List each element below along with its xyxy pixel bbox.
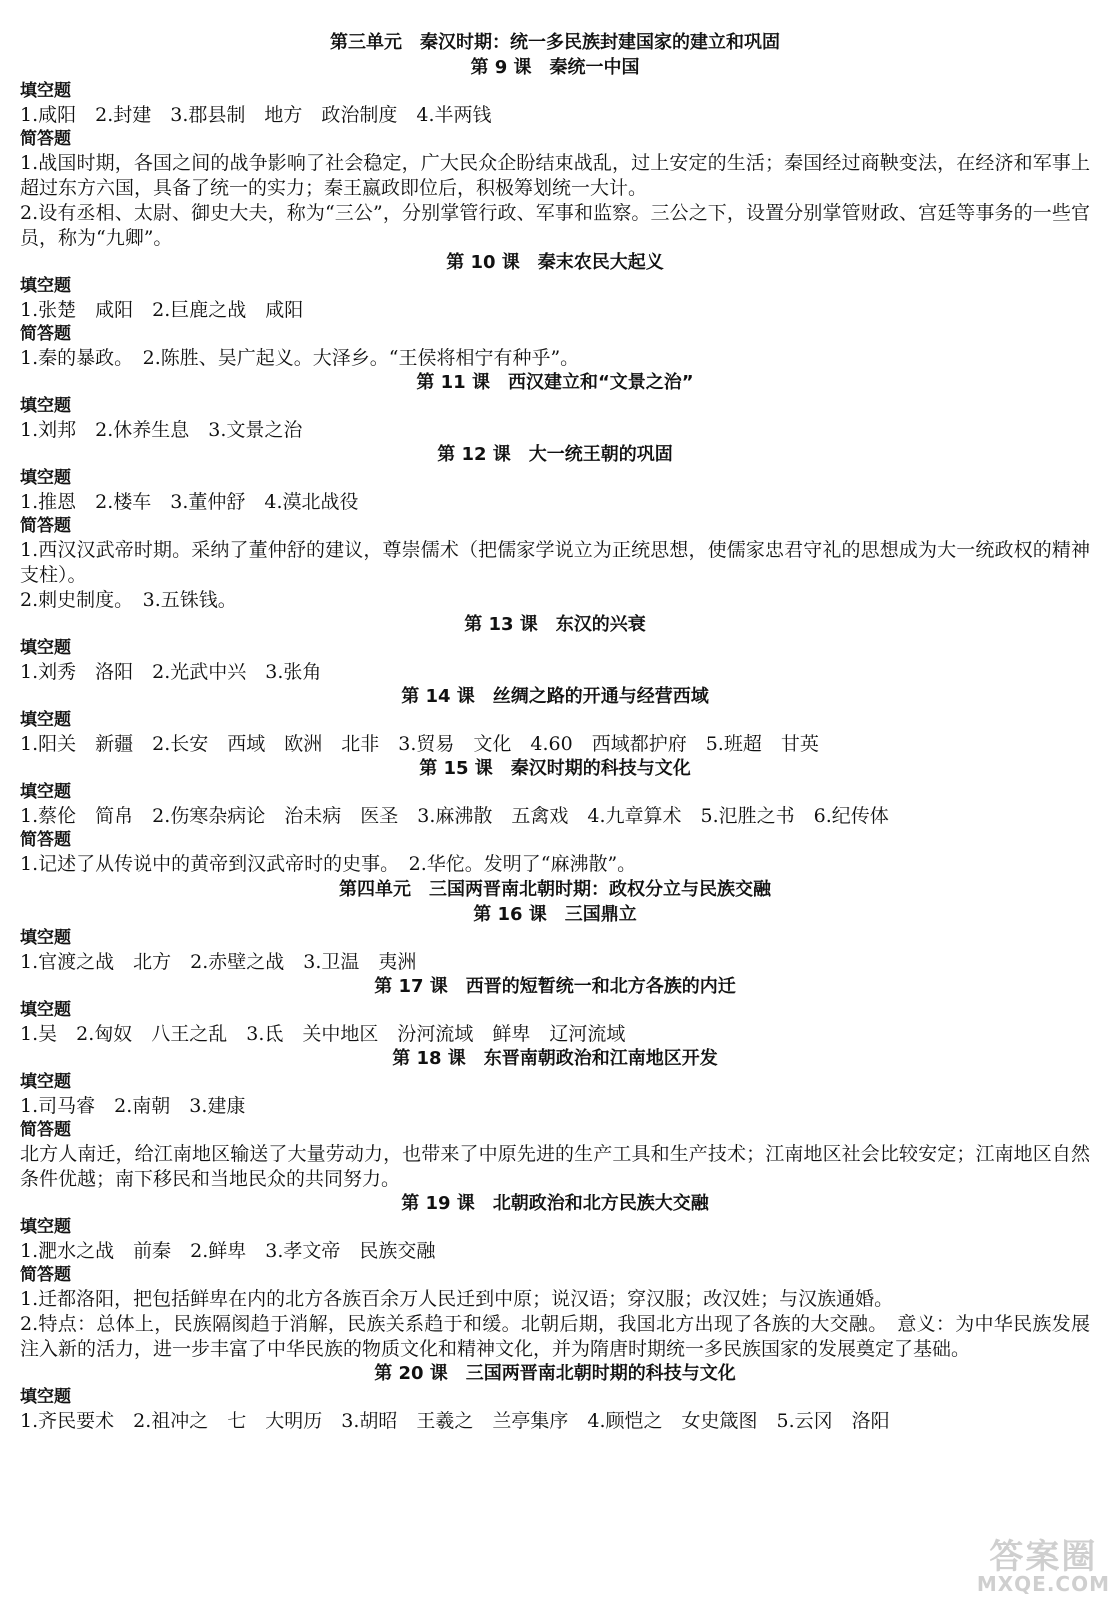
fill-label: 填空题 <box>20 928 71 948</box>
fill-label: 填空题 <box>20 81 71 101</box>
fill-answers: 1.司马睿 2.南朝 3.建康 <box>20 1095 246 1117</box>
short-answer-label: 简答题 <box>20 1120 71 1140</box>
short-answer: 2.设有丞相、太尉、御史大夫，称为“三公”，分别掌管行政、军事和监察。三公之下，设置分别掌管财政、宫廷等事务的一些官员，称为“九卿”。 <box>20 202 1090 249</box>
unit4-title: 第四单元 三国两晋南北朝时期：政权分立与民族交融 <box>339 879 771 900</box>
lesson12-title: 第 12 课 大一统王朝的巩固 <box>437 444 673 465</box>
short-answer: 2.特点：总体上，民族隔阂趋于消解，民族关系趋于和缓。北朝后期，我国北方出现了各族的大交融。 意义：为中华民族发展注入新的活力，进一步丰富了中华民族的物质文化和精神文化，并为隋唐时期统一多民族国家的发展奠定了基础。 <box>20 1313 1090 1360</box>
fill-answers: 1.齐民要术 2.祖冲之 七 大明历 3.胡昭 王羲之 兰亭集序 4.顾恺之 女史箴图 5.云冈 洛阳 <box>20 1410 890 1432</box>
unit3-title: 第三单元 秦汉时期：统一多民族封建国家的建立和巩固 <box>330 32 780 53</box>
fill-label: 填空题 <box>20 1072 71 1092</box>
short-answer: 北方人南迁，给江南地区输送了大量劳动力，也带来了中原先进的生产工具和生产技术；江南地区社会比较安定；江南地区自然条件优越；南下移民和当地民众的共同努力。 <box>20 1143 1090 1190</box>
lesson11-title: 第 11 课 西汉建立和“文景之治” <box>416 372 694 393</box>
short-answer-label: 简答题 <box>20 516 71 536</box>
short-answer-label: 简答题 <box>20 1265 71 1285</box>
fill-label: 填空题 <box>20 1217 71 1237</box>
watermark-logo <box>976 1537 1110 1596</box>
lesson13-title: 第 13 课 东汉的兴衰 <box>464 614 646 635</box>
fill-answers: 1.官渡之战 北方 2.赤壁之战 3.卫温 夷洲 <box>20 951 417 973</box>
short-answer: 1.秦的暴政。 2.陈胜、吴广起义。大泽乡。“王侯将相宁有种乎”。 <box>20 347 580 369</box>
short-answer: 1.西汉汉武帝时期。采纳了董仲舒的建议，尊崇儒术（把儒家学说立为正统思想，使儒家忠君守礼的思想成为大一统政权的精神支柱）。 <box>20 539 1090 586</box>
short-answer: 1.迁都洛阳，把包括鲜卑在内的北方各族百余万人民迁到中原；说汉语；穿汉服；改汉姓；与汉族通婚。 <box>20 1288 894 1310</box>
fill-answers: 1.张楚 咸阳 2.巨鹿之战 咸阳 <box>20 299 304 321</box>
short-answer-label: 简答题 <box>20 324 71 344</box>
fill-answers: 1.淝水之战 前秦 2.鲜卑 3.孝文帝 民族交融 <box>20 1240 436 1262</box>
fill-answers: 1.刘邦 2.休养生息 3.文景之治 <box>20 419 303 441</box>
fill-answers: 1.蔡伦 简帛 2.伤寒杂病论 治未病 医圣 3.麻沸散 五禽戏 4.九章算术 5.氾胜之书 6.纪传体 <box>20 805 889 827</box>
fill-label: 填空题 <box>20 396 71 416</box>
answer-page <box>20 30 1090 1434</box>
fill-label: 填空题 <box>20 468 71 488</box>
fill-answers: 1.刘秀 洛阳 2.光武中兴 3.张角 <box>20 661 322 683</box>
short-answer: 2.刺史制度。 3.五铢钱。 <box>20 589 237 611</box>
watermark-top: 答案圈 <box>989 1537 1098 1577</box>
lesson9-title: 第 9 课 秦统一中国 <box>470 57 640 78</box>
fill-label: 填空题 <box>20 1387 71 1407</box>
short-answer-label: 简答题 <box>20 129 71 149</box>
fill-answers: 1.推恩 2.楼车 3.董仲舒 4.漠北战役 <box>20 491 359 513</box>
fill-label: 填空题 <box>20 710 71 730</box>
fill-label: 填空题 <box>20 782 71 802</box>
short-answer: 1.战国时期，各国之间的战争影响了社会稳定，广大民众企盼结束战乱，过上安定的生活；秦国经过商鞅变法，在经济和军事上超过东方六国，具备了统一的实力；秦王嬴政即位后，积极筹划统一大计。 <box>20 152 1090 199</box>
short-answer-label: 简答题 <box>20 830 71 850</box>
lesson20-title: 第 20 课 三国两晋南北朝时期的科技与文化 <box>374 1363 736 1384</box>
fill-label: 填空题 <box>20 638 71 658</box>
lesson18-title: 第 18 课 东晋南朝政治和江南地区开发 <box>392 1048 718 1069</box>
lesson16-title: 第 16 课 三国鼎立 <box>473 904 637 925</box>
short-answer: 1.记述了从传说中的黄帝到汉武帝时的史事。 2.华佗。发明了“麻沸散”。 <box>20 853 637 875</box>
lesson19-title: 第 19 课 北朝政治和北方民族大交融 <box>401 1193 709 1214</box>
fill-answers: 1.阳关 新疆 2.长安 西域 欧洲 北非 3.贸易 文化 4.60 西域都护府 5.班超 甘英 <box>20 733 819 755</box>
lesson10-title: 第 10 课 秦末农民大起义 <box>446 252 664 273</box>
fill-answers: 1.吴 2.匈奴 八王之乱 3.氐 关中地区 汾河流域 鲜卑 辽河流域 <box>20 1023 626 1045</box>
fill-answers: 1.咸阳 2.封建 3.郡县制 地方 政治制度 4.半两钱 <box>20 104 492 126</box>
lesson17-title: 第 17 课 西晋的短暂统一和北方各族的内迁 <box>374 976 736 997</box>
fill-label: 填空题 <box>20 276 71 296</box>
lesson14-title: 第 14 课 丝绸之路的开通与经营西域 <box>401 686 709 707</box>
watermark-bottom: MXQE.COM <box>976 1572 1110 1596</box>
fill-label: 填空题 <box>20 1000 71 1020</box>
lesson15-title: 第 15 课 秦汉时期的科技与文化 <box>419 758 691 779</box>
